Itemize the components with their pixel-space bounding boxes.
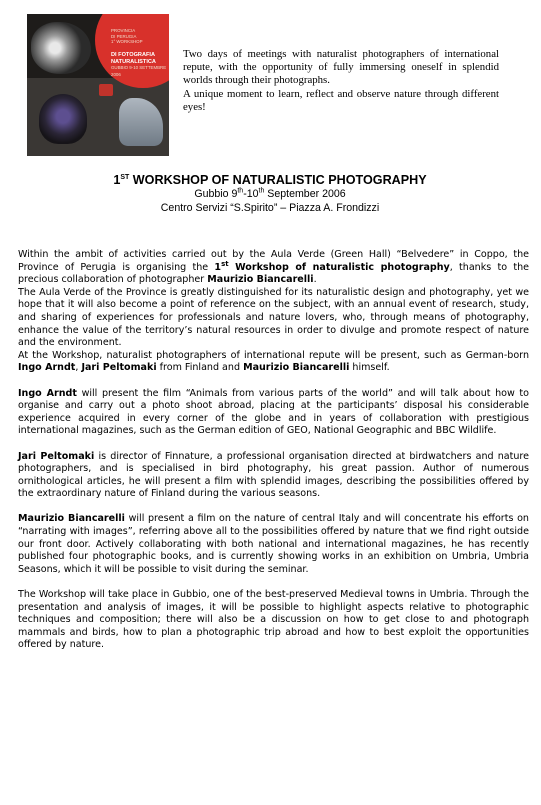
body-paragraph: At the Workshop, naturalist photographers of international repute will be present, such as German-born Ingo Arndt, Jari Peltomaki from Finland and Maurizio Biancarelli himself. (18, 349, 529, 374)
poster-small-text: PROVINCIA DI PERUGIA 1° WORKSHOP (111, 28, 143, 45)
poster-title: DI FOTOGRAFIA NATURALISTICA GUBBIO 9-10 SETTEMBRE 2006 (111, 52, 167, 77)
event-venue: Centro Servizi “S.Spirito” – Piazza A. Frondizzi (160, 201, 380, 214)
event-date: Gubbio 9th-10th September 2006 (194, 187, 346, 200)
workshop-poster-image (27, 14, 169, 156)
document-title: 1ST WORKSHOP OF NATURALISTIC PHOTOGRAPHY (113, 173, 427, 187)
body-paragraph: The Workshop will take place in Gubbio, one of the best-preserved Medieval towns in Umbria. Through the presentation and analysis of images, it will be possible to highlight aspects relative to photographic techniques and composition; there will also be a discussion on how to get close to and photograph mammals and birds, how to plan a photographic trip abroad and how to best exploit the opportunities offered by nature. (18, 589, 529, 651)
document-body (18, 249, 529, 652)
body-paragraph: Maurizio Biancarelli will present a film on the nature of central Italy and will concentrate his efforts on “narrating with images”, referring above all to the possibilities offered by nature that we find right outside our front door. Actively collaborating with both national and international magazines, he has recently published four photographic books, and is currently showing works in an exhibition on Umbria, Umbria Seasons, which it will be possible to visit during the seminar. (18, 513, 529, 575)
province-logo (99, 84, 113, 96)
intro-paragraph: Two days of meetings with naturalist photographers of international repute, with the opportunity of fully immersing oneself in splendid worlds through their photographs. (183, 48, 499, 87)
intro-text (183, 48, 499, 114)
body-paragraph: Ingo Arndt will present the film “Animals from various parts of the world” and will talk about how to organise and carry out a photo shoot abroad, placing at the participants’ disposal his considerable experience acquired in every corner of the globe and in years of collaboration with prestigious international magazines, such as the German edition of GEO, National Geographic and BBC Wildlife. (18, 387, 530, 437)
body-paragraph: Jari Peltomaki is director of Finnature, a professional organisation directed at birdwatchers and nature photographers, and is specialised in bird photography, his great passion. Author of numerous ornithological articles, he will present a film with splendid images, describing the possibilities offered by the extraordinary nature of Finland during the various seasons. (18, 450, 529, 500)
poster-gorilla-photo (39, 94, 87, 144)
intro-paragraph: A unique moment to learn, reflect and observe nature through different eyes! (183, 87, 499, 113)
poster-feather-photo (31, 22, 91, 74)
body-paragraph: Within the ambit of activities carried out by the Aula Verde (Green Hall) “Belvedere” in Coppo, the Province of Perugia is organising the 1st Workshop of naturalistic photography, thanks to the precious collaboration of photographer Maurizio Biancarelli. (18, 249, 529, 286)
body-paragraph: The Aula Verde of the Province is greatly distinguished for its naturalistic design and photography, yet we hope that it will also become a point of reference on the subject, with an annual event of research, study, and sharing of experiences for professionals and nature lovers, who, through means of photography, enhance the value of the territory’s natural resources in order to divulge and promote respect of nature and the environment. (18, 286, 529, 349)
document-heading (20, 173, 520, 215)
